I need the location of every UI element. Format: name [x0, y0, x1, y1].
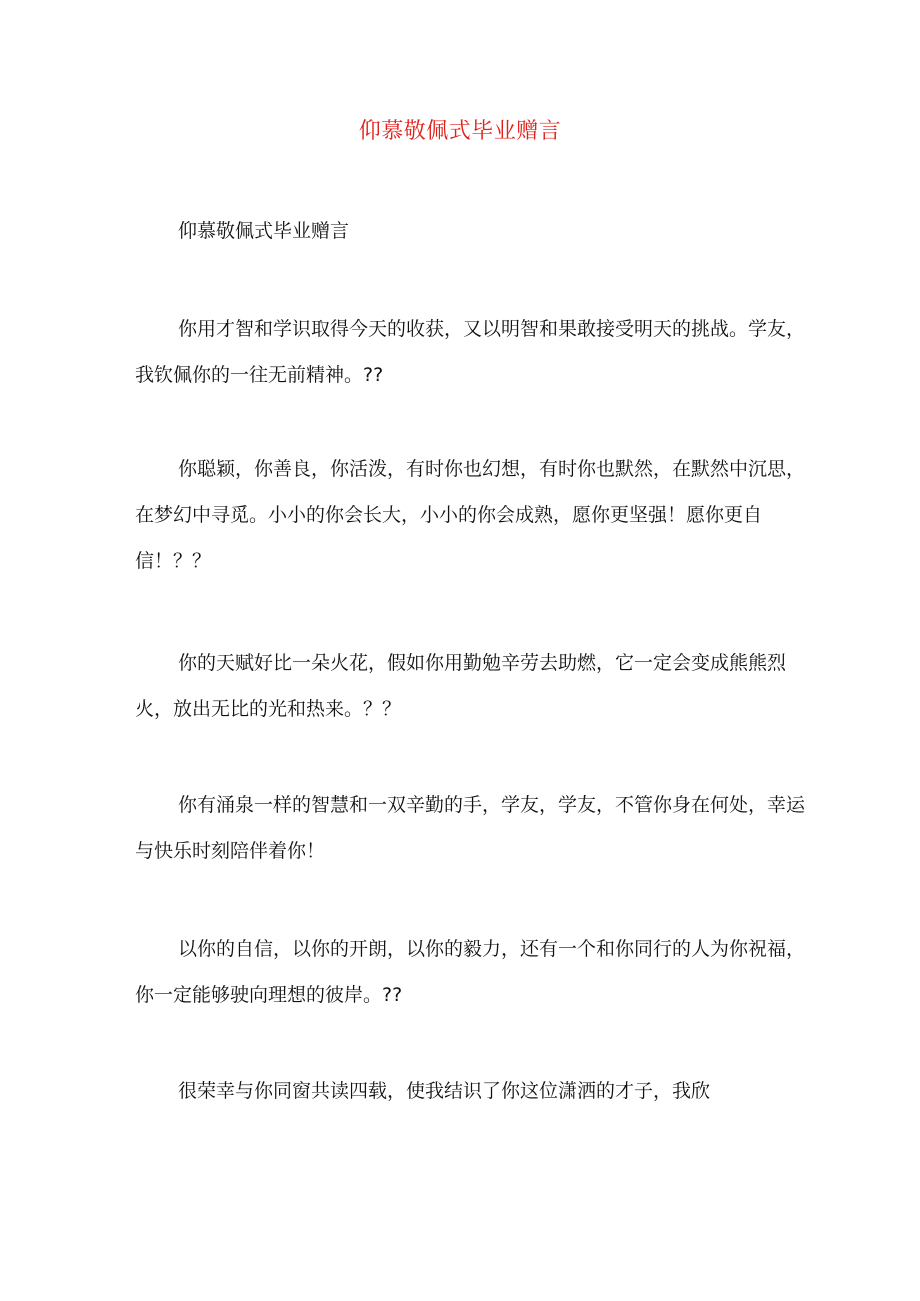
document-title: 仰慕敬佩式毕业赠言	[358, 119, 562, 144]
document-subtitle: 仰慕敬佩式毕业赠言	[178, 220, 350, 242]
paragraph: 以你的自信，以你的开朗，以你的毅力，还有一个和你同行的人为你祝福，你一定能够驶向理想的彼岸。??	[135, 938, 806, 1006]
paragraph: 很荣幸与你同窗共读四载，使我结识了你这位潇洒的才子，我欣	[178, 1080, 711, 1102]
paragraph: 你用才智和学识取得今天的收获，又以明智和果敢接受明天的挑战。学友，我钦佩你的一往无前精神。??	[135, 318, 806, 386]
paragraph: 你的天赋好比一朵火花，假如你用勤勉辛劳去助燃，它一定会变成熊熊烈火，放出无比的光和热来。？？	[135, 652, 787, 720]
paragraph: 你聪颖，你善良，你活泼，有时你也幻想，有时你也默然，在默然中沉思，在梦幻中寻觅。小小的你会长大，小小的你会成熟，愿你更坚强！愿你更自信！？？	[135, 458, 806, 572]
paragraph: 你有涌泉一样的智慧和一双辛勤的手，学友，学友，不管你身在何处，幸运与快乐时刻陪伴着你！	[135, 794, 806, 862]
